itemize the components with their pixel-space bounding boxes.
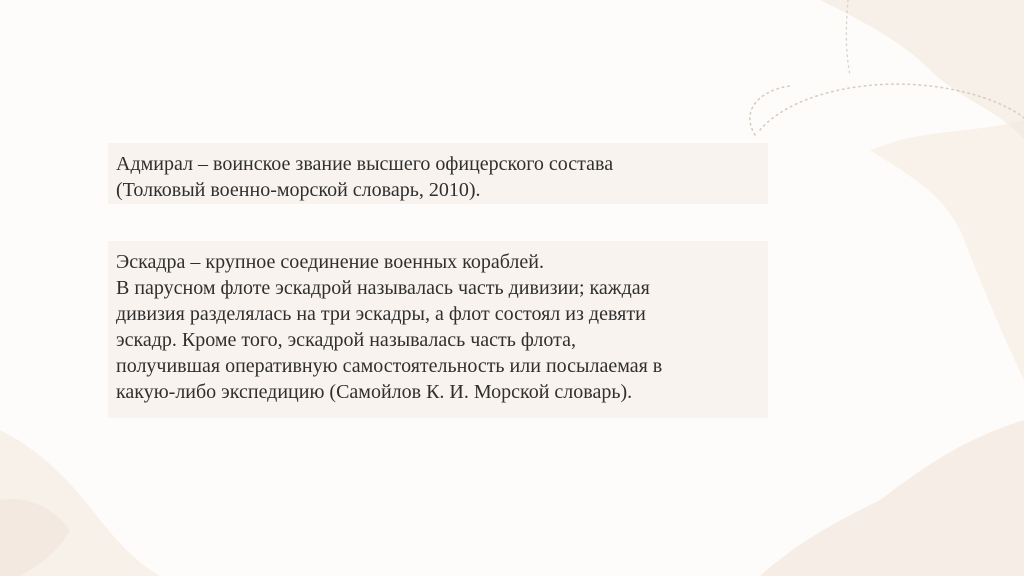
paint-splash-top-right (820, 0, 1024, 140)
definition-squadron-line-1: Эскадра – крупное соединение военных кораблей. (116, 251, 544, 273)
definition-admiral-box (108, 143, 768, 204)
paint-splash-bottom-right (760, 420, 1024, 576)
definition-squadron-line-2: В парусном флоте эскадрой называлась часть дивизии; каждая (116, 277, 650, 299)
definition-squadron-line-6: какую-либо экспедицию (Самойлов К. И. Морской словарь). (116, 381, 633, 403)
definition-admiral-line-2: (Толковый военно-морской словарь, 2010). (116, 179, 481, 201)
dotted-swirl-inner (750, 86, 790, 135)
paint-splash-right (870, 120, 1024, 380)
definition-squadron-box (108, 241, 768, 418)
definition-admiral-line-1: Адмирал – воинское звание высшего офицерского состава (116, 153, 614, 175)
definition-squadron-line-4: эскадр. Кроме того, эскадрой называлась часть флота, (116, 329, 576, 351)
definition-squadron-line-3: дивизия разделялась на три эскадры, а флот состоял из девяти (116, 303, 646, 325)
definition-squadron-line-5: получившая оперативную самостоятельность или посылаемая в (116, 355, 663, 377)
